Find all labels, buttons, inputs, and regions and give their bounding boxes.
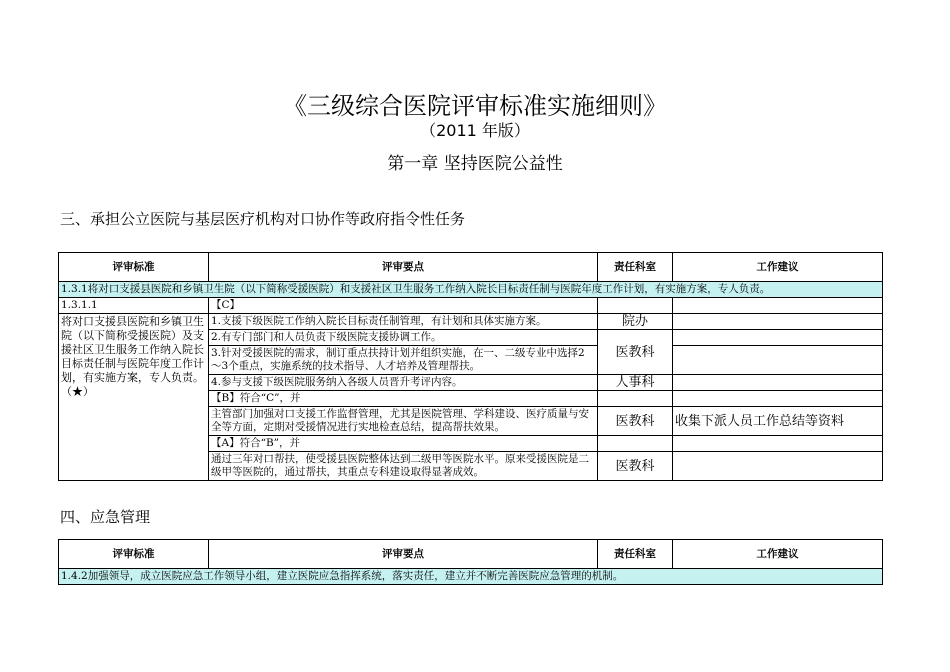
standards-table-2: [58, 539, 883, 585]
dept-c1: 院办: [598, 314, 673, 330]
header-advice: 工作建议: [673, 253, 883, 282]
header-standard: 评审标准: [59, 253, 209, 282]
standard-code: 1.3.1.1: [59, 298, 209, 314]
table-row: [59, 314, 883, 330]
point-b1: 主管部门加强对口支援工作监督管理，尤其是医院管理、学科建设、医疗质量与安全等方面，定期对受援情况进行实地检查总结，提高帮扶效果。: [209, 407, 598, 436]
section-4-heading: 四、应急管理: [60, 508, 151, 526]
document-title: 《三级综合医院评审标准实施细则》: [283, 92, 667, 120]
level-b-heading: 【B】符合“C”，并: [209, 391, 598, 407]
header-dept: 责任科室: [598, 253, 673, 282]
chapter-heading: 第一章 坚持医院公益性: [387, 154, 563, 174]
dept-a1: 医教科: [598, 452, 673, 481]
level-a-heading: 【A】符合“B”，并: [209, 436, 598, 452]
point-c1: 1.支援下级医院工作纳入院长目标责任制管理，有计划和具体实施方案。: [209, 314, 598, 330]
table-row-banner: [59, 282, 883, 298]
level-c-heading: 【C】: [209, 298, 598, 314]
table-header-row: [59, 253, 883, 282]
header-standard: 评审标准: [59, 540, 209, 569]
dept-c4: 人事科: [598, 375, 673, 391]
header-advice: 工作建议: [673, 540, 883, 569]
header-points: 评审要点: [209, 540, 598, 569]
standards-table-1: [58, 252, 883, 481]
point-c3: 3.针对受援医院的需求，制订重点扶持计划并组织实施，在一、二级专业中选择2～3个重点，实施系统的技术指导、人才培养及管理帮扶。: [209, 346, 598, 375]
point-c2: 2.有专门部门和人员负责下级医院支援协调工作。: [209, 330, 598, 346]
point-c4: 4.参与支援下级医院服务纳入各级人员晋升考评内容。: [209, 375, 598, 391]
standard-banner: 1.4.2加强领导，成立医院应急工作领导小组，建立医院应急指挥系统，落实责任，建立并不断完善医院应急管理的机制。: [59, 569, 883, 585]
section-3-heading: 三、承担公立医院与基层医疗机构对口协作等政府指令性任务: [60, 210, 466, 228]
table-row-banner: [59, 569, 883, 585]
table-row: [59, 298, 883, 314]
header-points: 评审要点: [209, 253, 598, 282]
table-header-row: [59, 540, 883, 569]
standard-text: 将对口支援县医院和乡镇卫生院（以下简称受援医院）及支援社区卫生服务工作纳入院长目标责任制与医院年度工作计划，有实施方案，专人负责。（★）: [59, 314, 209, 481]
header-dept: 责任科室: [598, 540, 673, 569]
document-subtitle: （2011 年版）: [420, 121, 530, 140]
dept-c2-c3: 医教科: [598, 330, 673, 375]
advice-b1: 收集下派人员工作总结等资料: [673, 407, 883, 436]
standard-banner: 1.3.1将对口支援县医院和乡镇卫生院（以下简称受援医院）和支援社区卫生服务工作纳入院长目标责任制与医院年度工作计划，有实施方案，专人负责。: [59, 282, 883, 298]
point-a1: 通过三年对口帮扶，使受援县医院整体达到二级甲等医院水平。原来受援医院是二级甲等医院的，通过帮扶，其重点专科建设取得显著成效。: [209, 452, 598, 481]
dept-b1: 医教科: [598, 407, 673, 436]
